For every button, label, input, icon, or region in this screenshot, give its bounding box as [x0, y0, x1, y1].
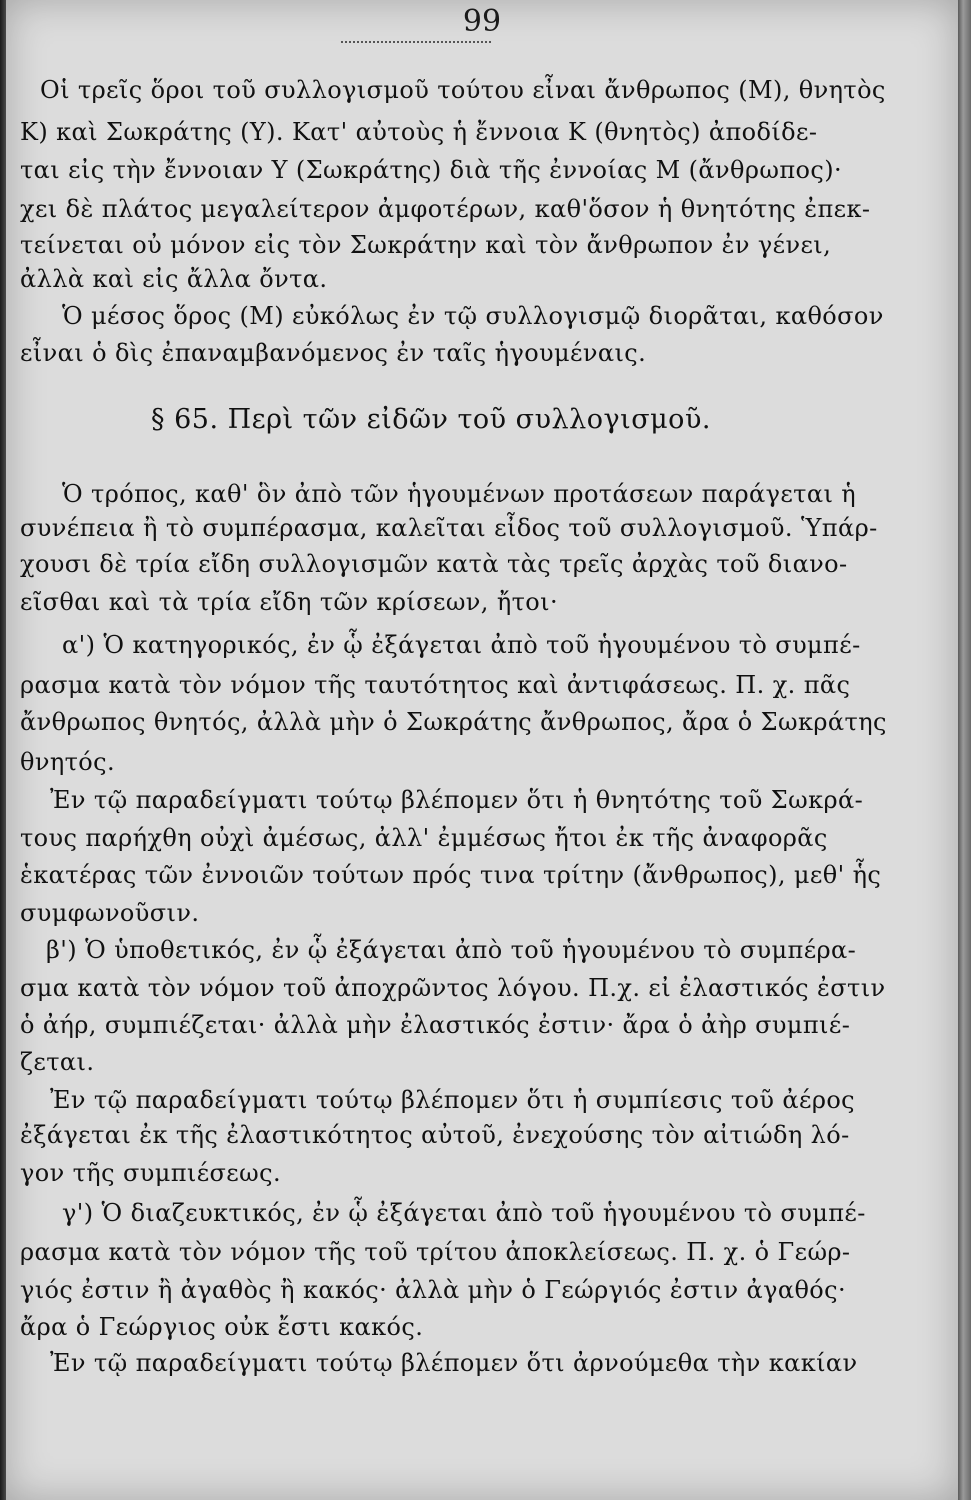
section-heading: § 65. Περὶ τῶν εἰδῶν τοῦ συλλογισμοῦ.: [151, 404, 711, 435]
text-line: ὁ ἀήρ, συμπιέζεται· ἀλλὰ μὴν ἐλαστικός ἐστιν· ἄρα ὁ ἀὴρ συμπιέ-: [20, 1011, 851, 1039]
text-line: ρασμα κατὰ τὸν νόμον τῆς τοῦ τρίτου ἀποκλείσεως. Π. χ. ὁ Γεώρ-: [20, 1238, 851, 1266]
text-line: σμα κατὰ τὸν νόμον τοῦ ἀποχρῶντος λόγου. Π.χ. εἰ ἐλαστικός ἐστιν: [20, 974, 886, 1002]
text-line: ται εἰς τὴν ἔννοιαν Υ (Σωκράτης) διὰ τῆς ἐννοίας Μ (ἄνθρωπος)·: [20, 156, 843, 184]
page-number: 99: [462, 4, 502, 39]
text-line: Ὁ μέσος ὅρος (Μ) εὐκόλως ἐν τῷ συλλογισμῷ διορᾶται, καθόσον: [62, 302, 884, 330]
text-line: γιός ἐστιν ἢ ἀγαθὸς ἢ κακός· ἀλλὰ μὴν ὁ Γεώργιός ἐστιν ἀγαθός·: [20, 1276, 847, 1304]
text-line: ἑκατέρας τῶν ἐννοιῶν τούτων πρός τινα τρίτην (ἄνθρωπος), μεθ' ἧς: [20, 861, 882, 889]
text-line: εἶναι ὁ δὶς ἐπαναμβανόμενος ἐν ταῖς ἡγουμέναις.: [20, 339, 647, 367]
text-line: γ') Ὁ διαζευκτικός, ἐν ᾧ ἐξάγεται ἀπὸ τοῦ ἡγουμένου τὸ συμπέ-: [62, 1199, 866, 1227]
text-line: εῖσθαι καὶ τὰ τρία εἴδη τῶν κρίσεων, ἤτοι·: [20, 588, 558, 616]
text-line: Ἐν τῷ παραδείγματι τούτῳ βλέπομεν ὅτι ἡ θνητότης τοῦ Σωκρά-: [50, 786, 864, 814]
text-line: χουσι δὲ τρία εἴδη συλλογισμῶν κατὰ τὰς τρεῖς ἀρχὰς τοῦ διανο-: [20, 550, 848, 578]
text-line: Ὁ τρόπος, καθ' ὃν ἀπὸ τῶν ἡγουμένων προτάσεων παράγεται ἡ: [62, 480, 857, 508]
text-line: Οἱ τρεῖς ὅροι τοῦ συλλογισμοῦ τούτου εἶναι ἄνθρωπος (Μ), θνητὸς: [40, 76, 886, 104]
text-line: ἄρα ὁ Γεώργιος οὐκ ἔστι κακός.: [20, 1313, 424, 1341]
text-line: γον τῆς συμπιέσεως.: [20, 1159, 281, 1187]
text-line: ἀλλὰ καὶ εἰς ἄλλα ὄντα.: [20, 265, 328, 293]
text-line: συμφωνοῦσιν.: [20, 899, 200, 927]
text-line: Κ) καὶ Σωκράτης (Υ). Κατ' αὐτοὺς ἡ ἔννοια Κ (θνητὸς) ἀποδίδε-: [20, 118, 818, 146]
text-line: ζεται.: [20, 1048, 95, 1076]
text-line: ρασμα κατὰ τὸν νόμον τῆς ταυτότητος καὶ ἀντιφάσεως. Π. χ. πᾶς: [20, 671, 851, 699]
text-line: Ἐν τῷ παραδείγματι τούτῳ βλέπομεν ὅτι ἡ συμπίεσις τοῦ ἀέρος: [50, 1086, 856, 1114]
text-line: ἄνθρωπος θνητός, ἀλλὰ μὴν ὁ Σωκράτης ἄνθρωπος, ἄρα ὁ Σωκράτης: [20, 708, 887, 736]
page-right-edge: [958, 0, 971, 1500]
text-line: τους παρήχθη οὐχὶ ἀμέσως, ἀλλ' ἐμμέσως ἤτοι ἐκ τῆς ἀναφορᾶς: [20, 824, 828, 852]
text-line: τείνεται οὐ μόνον εἰς τὸν Σωκράτην καὶ τὸν ἄνθρωπον ἐν γένει,: [20, 231, 832, 259]
text-line: συνέπεια ἢ τὸ συμπέρασμα, καλεῖται εἶδος τοῦ συλλογισμοῦ. Ὑπάρ-: [20, 514, 878, 542]
text-line: β') Ὁ ὑποθετικός, ἐν ᾧ ἐξάγεται ἀπὸ τοῦ ἡγουμένου τὸ συμπέρα-: [46, 936, 857, 964]
text-line: θνητός.: [20, 748, 116, 776]
text-line: ἐξάγεται ἐκ τῆς ἐλαστικότητος αὐτοῦ, ἐνεχούσης τὸν αἰτιώδη λό-: [20, 1121, 850, 1149]
text-line: Ἐν τῷ παραδείγματι τούτῳ βλέπομεν ὅτι ἀρνούμεθα τὴν κακίαν: [50, 1349, 858, 1377]
book-page: [6, 0, 958, 1500]
header-rule: [341, 41, 491, 43]
text-line: α') Ὁ κατηγορικός, ἐν ᾧ ἐξάγεται ἀπὸ τοῦ ἡγουμένου τὸ συμπέ-: [62, 631, 861, 659]
text-line: χει δὲ πλάτος μεγαλείτερον ἀμφοτέρων, καθ'ὅσον ἡ θνητότης ἐπεκ-: [20, 195, 871, 223]
